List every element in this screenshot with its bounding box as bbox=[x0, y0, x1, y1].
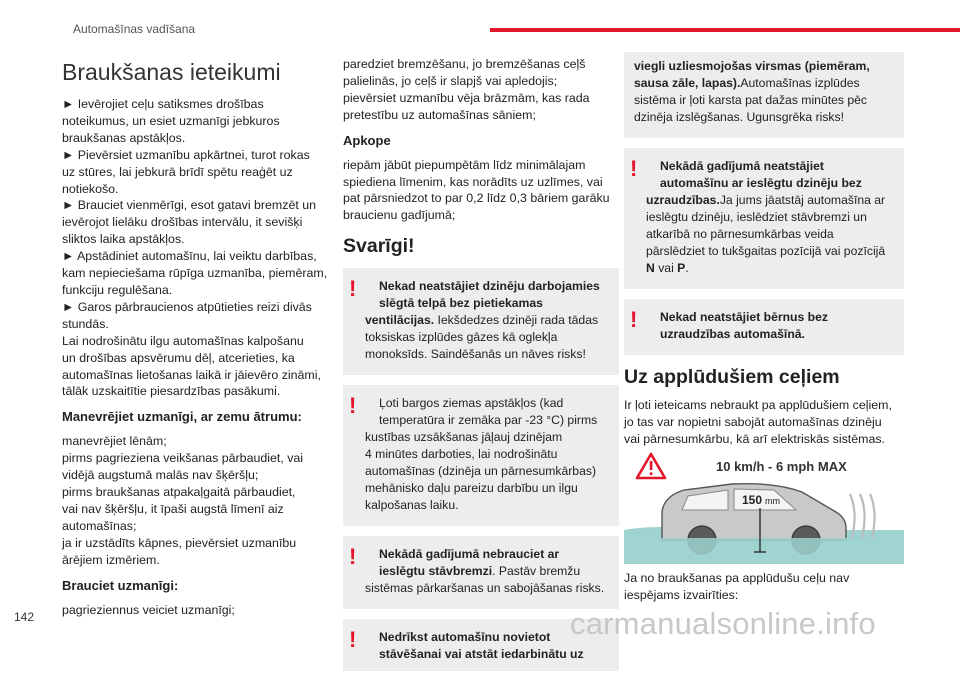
warning-text-line: atkarībā no pārnesumkārbas veida bbox=[646, 227, 834, 241]
text-line: ► Ievērojiet ceļu satiksmes drošības bbox=[62, 97, 264, 111]
text-line: pirms braukšanas atpakaļgaitā pārbaudiet, bbox=[62, 485, 296, 500]
watermark: carmanualsonline.info bbox=[570, 606, 876, 641]
text-line: pat pārsniedzot to par 0,2 līdz 0,3 bāriem garāku bbox=[343, 191, 610, 206]
exclamation-icon: ! bbox=[630, 307, 638, 332]
warning-bold-line: Nekad neatstājiet bērnus bez bbox=[660, 310, 828, 324]
warning-bold-line: Nekādā gadījumā neatstājiet bbox=[660, 159, 824, 173]
warning-triangle-icon bbox=[637, 454, 665, 478]
exclamation-icon: ! bbox=[349, 544, 357, 570]
text-line: palielinās, jo ceļš ir slapjš vai apledojis; bbox=[343, 73, 558, 88]
warning-text-line: kalpošanas laiku. bbox=[365, 498, 459, 513]
text-line: sliktos laika apstākļos. bbox=[62, 232, 185, 247]
text-line: automašīnas lietošanas laikā ir jāievēro zināmi, bbox=[62, 367, 321, 382]
text-line: iespējams izvairīties: bbox=[624, 587, 739, 602]
text-line: pretestību uz automašīnas sāniem; bbox=[343, 107, 536, 122]
warning-bold-line: slēgtā telpā bez pietiekamas bbox=[379, 296, 543, 311]
text-line: jo tas var nopietni sabojāt automašīnas dzinēju bbox=[624, 414, 882, 429]
warning-text-line: ieslēgtu dzinēju, ieslēdziet stāvbremzi un bbox=[646, 210, 867, 224]
warning-bold-line: Nekādā gadījumā nebrauciet ar bbox=[379, 547, 560, 562]
text-line: pagrieziennus veiciet uzmanīgi; bbox=[62, 602, 235, 617]
text-line: kam nepieciešama rūpīga uzmanība, piemēram, bbox=[62, 266, 328, 281]
flooded-road-illustration bbox=[624, 452, 904, 564]
continued-text bbox=[343, 56, 619, 124]
warning-text-line: automašīnas (dzinēja un pārnesumkārbas) bbox=[365, 464, 597, 479]
warning-bold-line: viegli uzliesmojošas virsmas (piemēram, bbox=[634, 59, 870, 73]
page-heading: Braukšanas ieteikumi bbox=[62, 59, 281, 85]
warning-text-inline: Ja jums jāatstāj automašīna ar bbox=[719, 193, 886, 207]
text-line: ► Brauciet vienmērīgi, esot gatavi bremzēt un bbox=[62, 198, 316, 213]
text-line: ► Apstādiniet automašīnu, lai veiktu darbības, bbox=[62, 249, 317, 264]
exclamation-icon: ! bbox=[630, 156, 638, 181]
text-line: pievērsiet uzmanību vēja brāzmām, kas rada bbox=[343, 90, 590, 105]
flooded-road-figure bbox=[624, 452, 904, 564]
warning-box-children bbox=[624, 299, 904, 355]
text-line: noteikumus, un esiet uzmanīgi jebkuros bbox=[62, 113, 280, 128]
exclamation-icon: ! bbox=[349, 276, 357, 302]
warning-bold-inline: ventilācijas. bbox=[365, 313, 435, 328]
text-line: ārējiem izmēriem. bbox=[62, 552, 160, 567]
header-title: Automašīnas vadīšana bbox=[73, 22, 196, 36]
section-heading-flooded-roads: Uz applūdušiem ceļiem bbox=[624, 366, 840, 388]
warning-box-flammable-continued bbox=[624, 52, 904, 138]
text-line: spiediena līmenim, kas norādīts uz uzlīmes, vai bbox=[343, 174, 603, 189]
text-line: ievērojot lielāku drošības intervālu, it sevišķi bbox=[62, 215, 303, 230]
text-line: notiekošo. bbox=[62, 181, 119, 196]
warning-text-line: toksiskas izplūdes gāzes kā oglekļa bbox=[365, 330, 558, 345]
text-line: Ir ļoti ieteicams nebraukt pa applūdušiem ceļiem, bbox=[624, 398, 892, 412]
maintenance-text bbox=[343, 157, 619, 225]
gear-p: P bbox=[677, 261, 686, 275]
subheading-drive-carefully: Brauciet uzmanīgi: bbox=[62, 577, 179, 593]
warning-bold-line: Nedrīkst automašīnu novietot bbox=[379, 630, 551, 645]
text-line: ► Pievērsiet uzmanību apkārtnei, turot rokas bbox=[62, 147, 310, 162]
warning-text-line: temperatūra ir zemāka par -23 °C) pirms bbox=[379, 413, 598, 428]
text-line: un drošības apsvērumu dēļ, atcerieties, ka bbox=[62, 350, 295, 365]
text-line: braucienu gadījumā; bbox=[343, 208, 456, 223]
warning-bold-line: Nekad neatstājiet dzinēju darbojamies bbox=[379, 279, 600, 294]
depth-value: 150 bbox=[742, 492, 763, 507]
subheading-manoeuvre: Manevrējiet uzmanīgi, ar zemu ātrumu: bbox=[62, 409, 302, 425]
warning-bold-line: stāvēšanai vai atstāt iedarbinātu uz bbox=[379, 647, 584, 662]
text-line: vai nav šķēršļu, it īpaši augstā līmenī aiz bbox=[62, 501, 284, 516]
exclamation-icon: ! bbox=[349, 393, 357, 419]
text-line: braukšanas apstākļos. bbox=[62, 130, 186, 145]
warning-text-line: dzinēja izslēgšanas. Ugunsgrēka risks! bbox=[634, 110, 844, 124]
warning-text-line: mehānisko daļu pareizu darbību un ilgu bbox=[365, 481, 578, 496]
warning-text-line: pārslēdziet to tukšgaitas pozīcijā vai pozīcijā bbox=[646, 244, 886, 258]
after-figure-text bbox=[624, 570, 904, 604]
text-line: ► Garos pārbraucienos atpūtieties reizi divās bbox=[62, 299, 312, 314]
text-line: vai pārnesumkārbu, kā arī elektriskās sistēmas. bbox=[624, 431, 885, 446]
text-line: Lai nodrošinātu ilgu automašīnas kalpošanu bbox=[62, 333, 304, 348]
warning-text-line: monoksīds. Saindēšanās un nāves risks! bbox=[365, 347, 586, 362]
section-heading-important: Svarīgi! bbox=[343, 235, 415, 258]
text-line: tālāk uzskaitītie piesardzības pasākumi. bbox=[62, 384, 281, 399]
warning-bold-inline: sausa zāle, lapas). bbox=[634, 76, 741, 90]
text-line: funkciju regulēšana. bbox=[62, 282, 173, 297]
text-line: riepām jābūt piepumpētām līdz minimālajam bbox=[343, 157, 586, 172]
column-2 bbox=[343, 56, 619, 681]
text-line: automašīnas; bbox=[62, 518, 137, 533]
column-1 bbox=[62, 52, 330, 618]
warning-text-line: kustības uzsākšanas jāļauj dzinējam bbox=[365, 430, 563, 445]
warning-text-line: 4 minūtes darboties, lai nodrošinātu bbox=[365, 447, 558, 462]
gear-n: N bbox=[646, 261, 655, 275]
warning-box-engine-running bbox=[624, 148, 904, 289]
text-line: ja ir uzstādīts kāpnes, pievērsiet uzmanību bbox=[62, 535, 297, 550]
warning-bold-line: uzraudzības automašīnā. bbox=[660, 327, 805, 341]
depth-unit: mm bbox=[765, 495, 780, 506]
warning-text-inline: Iekšdedzes dzinēji rada tādas bbox=[434, 313, 599, 328]
header-accent-bar bbox=[490, 28, 960, 32]
warning-box-parking-brake bbox=[343, 536, 619, 609]
warning-text-inline: . Pastāv bremžu bbox=[492, 564, 581, 579]
intro-text bbox=[62, 96, 330, 400]
text-line: uz stūres, lai jebkurā brīdī spētu reaģēt uz bbox=[62, 164, 293, 179]
gear-connector: vai bbox=[654, 261, 678, 275]
text-line: Ja no braukšanas pa applūdušu ceļu nav bbox=[624, 570, 850, 585]
text-line: pirms pagrieziena veikšanas pārbaudiet, vai bbox=[62, 451, 304, 466]
manoeuvre-text bbox=[62, 433, 330, 568]
page-number: 142 bbox=[14, 610, 35, 624]
text-line: manevrējiet lēnām; bbox=[62, 434, 167, 449]
column-3 bbox=[624, 52, 904, 604]
warning-bold-inline: uzraudzības. bbox=[646, 193, 720, 207]
text-line: stundās. bbox=[62, 316, 109, 331]
warning-text-line: sistēma ir ļoti karsta pat dažas minūtes pēc bbox=[634, 93, 868, 107]
speed-limit-label: 10 km/h - 6 mph MAX bbox=[716, 458, 847, 474]
exclamation-icon: ! bbox=[349, 627, 357, 653]
flooded-roads-text bbox=[624, 397, 904, 448]
warning-bold-inline: ieslēgtu stāvbremzi bbox=[379, 564, 493, 579]
drive-carefully-text bbox=[62, 602, 330, 619]
warning-text-line: sistēmas pārkaršanas un sabojāšanas risks. bbox=[365, 581, 605, 596]
warning-text-inline: Automašīnas izplūdes bbox=[740, 76, 860, 90]
subheading-maintenance: Apkope bbox=[343, 132, 391, 148]
text-line: vidējā augstumā malās nav šķēršļu; bbox=[62, 468, 259, 483]
warning-bold-line: automašīnu ar ieslēgtu dzinēju bez bbox=[660, 176, 862, 190]
warning-text-line: Ļoti bargos ziemas apstākļos (kad bbox=[379, 396, 564, 411]
text-line: paredziet bremzēšanu, jo bremzēšanas ceļš bbox=[343, 57, 586, 71]
warning-box-ventilation bbox=[343, 268, 619, 375]
gear-end: . bbox=[685, 261, 689, 275]
warning-box-winter bbox=[343, 385, 619, 526]
